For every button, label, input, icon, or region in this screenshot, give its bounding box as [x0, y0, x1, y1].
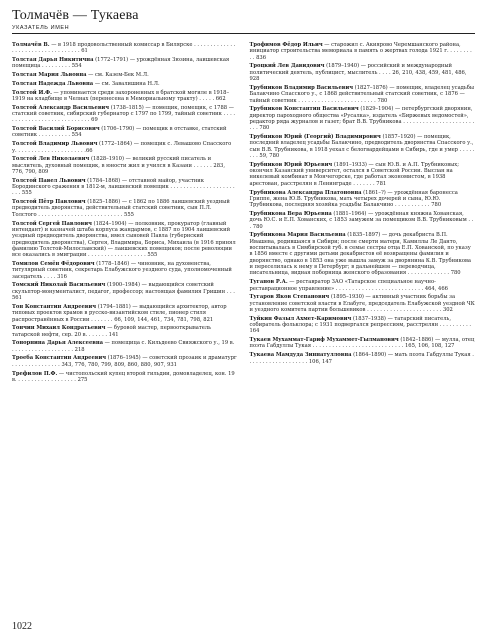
entry-name: Троцкий Лев Давидович: [249, 63, 325, 70]
index-entry: [12, 90, 238, 103]
left-column: [12, 42, 238, 612]
right-column: [250, 42, 476, 612]
entry-name: Толстой Лев Николаевич: [12, 156, 90, 163]
entry-name: Трубникова Александра Платоновна: [249, 189, 362, 196]
index-entry: [12, 304, 238, 323]
index-entry: [250, 42, 476, 61]
entry-text: (1772–1791) — урождённая Зюзина, лаишевская помещица . . . . . . . . . 554: [12, 57, 230, 70]
entry-text: (1900–1984) — выдающийся советский скульптор-монументалист, педагог, профессор; настоящая фамилия Гришин . . . 561: [12, 282, 235, 302]
index-columns: [12, 42, 475, 612]
index-entry: [12, 325, 238, 338]
index-entry: [250, 294, 476, 313]
section-subtitle: УКАЗАТЕЛЬ ИМЕН: [12, 25, 70, 31]
entry-name: Тукаева Мамдуда Зиннатулловна: [249, 352, 352, 359]
index-entry: [250, 279, 476, 292]
entry-text: — старожил с. Акиярово Черемшанского района, инициатор строительства мемориала в память о жертвах голода 1921 г. . . . . . . . . . 836: [249, 42, 472, 61]
entry-text: (1824–1904) — полковник, прокуратор (главный интендант) и казначей штаба корпуса жандармов, с 1887 по 1904 лаишевский уездный предводитель дворянства, имел сыновей Павла (губернский предводитель дворянства), Сергея, Владимира, Бориса, Михаила (в 1916 принял фамилию Толстой-Милославский) — лаишевских помещиков; после революции все оказались в эмиграции . . . . . . . . . . . . . . . . . . 555: [12, 220, 236, 259]
entry-name: Трефилов П.Ф.: [12, 370, 58, 377]
index-entry: [12, 355, 238, 368]
entry-name: Трубникова Мария Васильевна: [249, 232, 346, 239]
entry-text: (1772–1864) — помещик с. Левашово Спасского у. . . . . . . . . . . . . . . . . . . . . .66: [12, 141, 232, 154]
entry-text: (1861–?) — урождённая баронесса Гриппе, жена Ю.В. Трубникова, мать четырех дочерей и сына, Ю.Ю. Трубникова, последняя хозяйка усадьбы Балакчино . . . . . . . . . . . 780: [249, 189, 458, 209]
index-entry: [12, 57, 238, 70]
entry-text: — см. Завалишина Н.Л.: [93, 80, 160, 87]
entry-text: — чистопольский купец второй гильдии, домовладелец, кон. 19 в. . . . . . . . . . . . . . . . . . . 275: [12, 370, 235, 383]
entry-name: Трофимов Фёдор Ильич: [249, 42, 323, 48]
entry-text: (1857–1920) — помещик, последний владелец усадьбы Балакчино, предводитель дворянства Спасского у., сын В.В. Трубникова, в 1918 уехал с белогвардейцами в Сибирь, где и умер . . . . . . . . 59, 780: [249, 134, 475, 160]
entry-name: Толстой Василий Борисович: [12, 126, 100, 133]
entry-text: (1891–1933) — сын Ю.В. и А.П. Трубниковых; окончил Казанский университет, остался в Советской России. Выслан на никелевый комбинат в Мончегорске, где работал экономистом, в 1938 арестован, расстрелян в Ленинграде . . . . . . . 781: [249, 161, 459, 187]
entry-text: (1706–1790) — помещик в отставке, статский советник . . . . . . . . . . 554: [12, 126, 227, 139]
entry-text: (1794–1881) — выдающийся архитектор, автор типовых проектов храмов в русско-византийском стиле, пионер стиля распространённых в России . . . . . . . 66, 109, 144, 461, 734, 781, 798, 821: [12, 303, 227, 323]
entry-name: Толстой Пётр Павлович: [12, 199, 86, 206]
index-entry: [250, 190, 476, 209]
entry-name: Томилов Семён Фёдорович: [12, 261, 95, 267]
entry-text: (1828–1910) — великий русский писатель и мыслитель, духовный помещик, в юности жил и учился в Казани . . . . . . 283, 776, 790, 809: [12, 156, 225, 175]
index-entry: [250, 106, 476, 131]
index-entry: [250, 352, 476, 365]
entry-name: Трубников Константин Васильевич: [249, 106, 359, 113]
entry-text: (1842–1886) — мулла, отец поэта Габдуллы Тукая . . . . . . . . . . . . . . . . . . . . . . . . . . . . 165, 106, 108, 127: [249, 337, 475, 350]
index-entry: [250, 211, 476, 230]
entry-name: Толстая Мария Львовна: [12, 72, 87, 79]
page-header: [12, 8, 475, 34]
page-title: Толмачёв — Тукаева: [12, 8, 139, 23]
index-entry: [250, 162, 476, 187]
entry-text: (1835–1897) — дочь декабриста В.П. Ивашева, родившаяся в Сибири; после смерти матери, Камиллы Ле Данто, воспитывалась в Симбирской губ. в семье сестры отца Е.П. Хованской, по указу в 1856 вместе с другими детьми декабристов её возвращены фамилия и дворянство, однако в 1853 она уже вышла замуж за дворянина К.В. Трубникова и переселилась к нему в Петербург; в дальнейшем — переводчица, писательница, видная поборница женского образования . . . . . . . . . . . . . 780: [249, 232, 471, 277]
entry-text: — помещица с. Кильдеево Свияжского у., 19 в. . . . . . . . . . . . . . . . . . . . 218: [12, 340, 235, 353]
index-entry: [12, 72, 238, 78]
index-entry: [250, 134, 476, 159]
entry-name: Тукаев Мухаммат-Гариф Мухаммет-Гылманович: [249, 337, 399, 344]
index-entry: [12, 105, 238, 124]
index-entry: [12, 126, 238, 139]
entry-text: — в 1918 продовольственный комиссар в Билярске . . . . . . . . . . . . . . . . . . . . . . . . . . . . . . . . . . 61: [12, 42, 236, 55]
entry-text: (1881–1964) — урождённая княжна Хованская, дочь Ю.С. и Е.П. Хованских, с 1853 замужем за помещиком В.В. Трубниковым . . . 780: [249, 210, 474, 230]
index-entry: [12, 261, 238, 280]
index-entry: [12, 141, 238, 154]
entry-name: Толстая Дарья Никитична: [12, 57, 94, 64]
entry-name: Толстой И.Ф.: [12, 89, 52, 96]
entry-text: — упоминается среди захороненных в братской могиле в 1918–1919 на кладбище в Челнах (перенесена в Мемориальному тракту) . . . . . 662: [12, 89, 230, 102]
entry-text: (1778–1846) — чиновник, на духовенства, титулярный советник, секретарь Елабужского уездного суда, уполномоченный заседатель . . . . 316: [12, 261, 232, 280]
entry-name: Толстой Владимир Львович: [12, 141, 98, 148]
entry-name: Толстой Александр Васильевич: [12, 104, 110, 111]
header-rule: [12, 33, 475, 34]
entry-text: (1895–1930) — активный участник борьбы за установление советской власти в Елабуге, председатель Елабужской уездной ЧК и уездного комитета партии большевиков . . . . . . . . . . . . . . . . . . . . . . . 302: [249, 294, 475, 313]
entry-name: Троеба Константин Андреевич: [12, 355, 107, 362]
index-entry: [12, 199, 238, 218]
entry-name: Трубников Владимир Васильевич: [249, 84, 354, 91]
entry-name: Толстой Павел Львович: [12, 177, 86, 184]
entry-name: Тончин Михаил Кондратьевич: [12, 325, 106, 332]
index-entry: [12, 371, 238, 384]
entry-text: — буровой мастер, первооткрыватель татарской нефти, сер. 20 в. . . . . . . 141: [12, 325, 211, 338]
entry-name: Толстой Сергей Павлович: [12, 220, 92, 227]
entry-name: Трубников Юрий (Георгий) Владимирович: [249, 134, 381, 141]
index-entry: [12, 178, 238, 197]
entry-name: Туганов Р.А.: [249, 279, 288, 286]
entry-name: Толмачёв В.: [12, 42, 50, 48]
entry-name: Туйкин Фазыл Ахмет-Каримович: [249, 315, 352, 322]
index-entry: [250, 337, 476, 350]
entry-name: Тон Константин Андреевич: [12, 303, 97, 310]
entry-text: (1864–1890) — мать поэта Габдуллы Тукая . . . . . . . . . . . . . . . . . . . 106, 147: [249, 352, 474, 365]
entry-text: (1825–1886) — с 1862 по 1886 лаишевский уездный предводитель дворянства, действительный статский советник, сын П.Л. Толстого . . . . . . . . . . . . . . . . . . . . . . . . . . 555: [12, 199, 230, 218]
entry-text: (1829–1904) — петербургский дворянин, директор пароходного общества «Русалка», издатель «Биржевых ведомостей», редактор ряда журналов и газет; брат В.В. Трубникова . . . . . . . . . . . . . . . . . . . . . . . . . 780: [249, 106, 475, 132]
index-entry: [12, 81, 238, 87]
index-entry: [12, 221, 238, 259]
entry-name: Трубникова Вера Юрьевна: [249, 210, 332, 217]
entry-name: Тонорнина Дарья Алексеевна: [12, 340, 104, 347]
entry-text: (1738–1815) — помещик, помещик, с 1788 — статский советник, сибирский губернатор с 1797 по 1799, тайный советник . . . . . . . . . . . . . . . . . . . . . . . . . . . . 69: [12, 104, 236, 124]
entry-text: (1837–1938) — татарский писатель, собиратель фольклора; с 1931 подвергался репрессиям, расстрелян . . . . . . . . . . 164: [249, 315, 472, 335]
entry-text: — см. Казем-Бек М.Л.: [86, 72, 149, 79]
entry-text: — реставратор ЗАО «Татарское специальное научно-реставрационное управление» . . . . . . . . . . . . . . . . . . . . . . . . . . . 464, 466: [249, 279, 448, 292]
entry-name: Томский Николай Васильевич: [12, 282, 106, 289]
entry-text: (1784–1868) — отставной майор, участник Бородинского сражения в 1812-м, лаишевский помещик . . . . . . . . . . . . . . . . . . . . . . . 555: [12, 177, 235, 197]
index-entry: [250, 63, 476, 82]
index-entry: [12, 340, 238, 353]
index-entry: [12, 156, 238, 175]
entry-text: (1827–1876) — помещик, владелец усадьбы Балакчино Спасского у., с 1868 действительный статский советник, с 1876 — тайный советник . . . . . . . . . . . . . . . . . . . . . . . . 780: [249, 84, 474, 104]
index-entry: [250, 316, 476, 335]
index-entry: [250, 232, 476, 276]
entry-text: (1876–1945) — советский прозаик и драматург . . . . . . . . . . . . . . . 343, 776, 780, 799, 809, 860, 880, 907, 931: [12, 355, 237, 368]
index-entry: [12, 282, 238, 301]
entry-name: Тугаров Яков Степанович: [249, 294, 330, 301]
page-number: 1022: [12, 621, 32, 632]
index-entry: [250, 85, 476, 104]
entry-name: Толстая Надежда Львовна: [12, 80, 94, 87]
entry-text: (1879–1940) — российский и международный политический деятель, публицист, мыслитель . . . . 26, 210, 438, 459, 481, 486, 928: [249, 63, 467, 83]
index-entry: [12, 42, 238, 55]
entry-name: Трубников Юрий Юрьевич: [249, 161, 333, 168]
